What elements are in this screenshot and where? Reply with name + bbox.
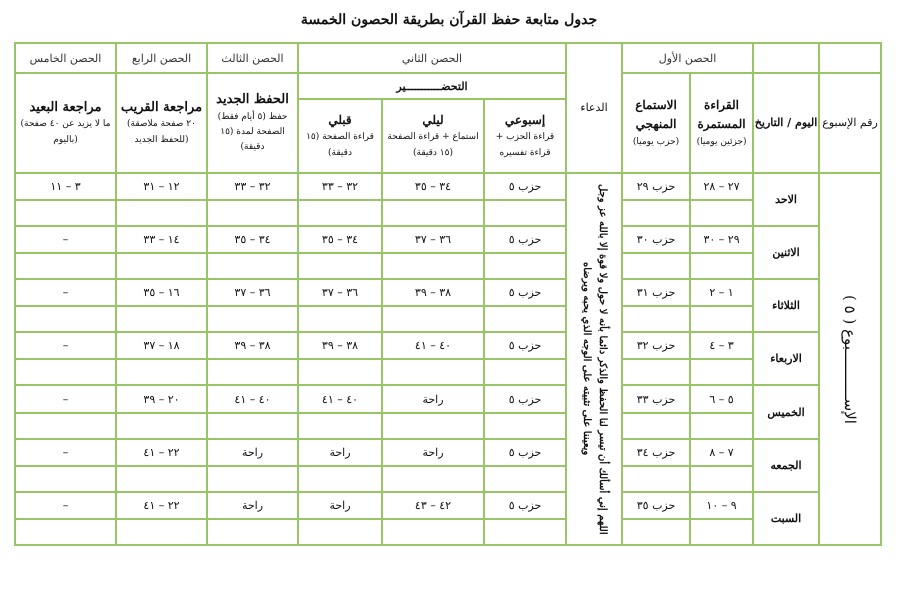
empty-entry-cell[interactable]: [298, 306, 382, 332]
empty-entry-cell[interactable]: [298, 253, 382, 279]
empty-entry-cell[interactable]: [116, 200, 207, 226]
reading-cell: ٢٩ – ٣٠: [690, 226, 753, 253]
empty-entry-cell[interactable]: [484, 306, 566, 332]
before-cell: ٣٦ – ٣٧: [298, 279, 382, 306]
nightly-cell: ٣٤ – ٣٥: [382, 173, 484, 200]
empty-entry-cell[interactable]: [15, 306, 116, 332]
empty-entry-cell[interactable]: [298, 466, 382, 492]
before-cell: ٤٠ – ٤١: [298, 385, 382, 412]
fortress-5-header: الحصن الخامس: [15, 43, 116, 73]
far-review-header: [15, 73, 116, 173]
nightly-cell: ٤٠ – ٤١: [382, 332, 484, 359]
empty-entry-cell[interactable]: [690, 359, 753, 385]
weekly-sub: قراءة الحزب + قراءة تفسيره: [495, 132, 555, 158]
listening-cell: حزب ٣١: [622, 279, 690, 306]
table-row: [15, 253, 881, 279]
near-review-header: [116, 73, 207, 173]
near-review-cell: ٢٠ – ٣٩: [116, 385, 207, 412]
empty-entry-cell[interactable]: [116, 413, 207, 439]
empty-entry-cell[interactable]: [382, 306, 484, 332]
weekly-header: [484, 99, 566, 173]
table-row: [15, 359, 881, 385]
new-memorization-cell: ٣٢ – ٣٣: [207, 173, 298, 200]
day-cell: الثلاثاء: [753, 279, 819, 332]
listening-cell: حزب ٢٩: [622, 173, 690, 200]
weekly-cell: حزب ٥: [484, 492, 566, 519]
near-review-cell: ١٨ – ٣٧: [116, 332, 207, 359]
before-cell: ٣٨ – ٣٩: [298, 332, 382, 359]
footer-partial-text: [0, 580, 898, 591]
dua-cell: [566, 173, 622, 545]
empty-entry-cell[interactable]: [116, 466, 207, 492]
reading-cell: ٧ – ٨: [690, 439, 753, 466]
before-header: [298, 99, 382, 173]
before-cell: راحة: [298, 439, 382, 466]
week-label: الإســـــــــــبوع ( ٥ ): [841, 294, 860, 424]
table-row: [15, 226, 881, 253]
empty-entry-cell[interactable]: [382, 253, 484, 279]
empty-entry-cell[interactable]: [207, 359, 298, 385]
dua-text: اللهم إني أسألك أن تيسر لنا الحفظ والذكر دائما بأنه لا حول ولا قوة إلا بالله عز وجل ويعيننا على تثبيته على الوجه الذي يحبه ويرضاه: [581, 183, 609, 535]
page-title: جدول متابعة حفظ القرآن بطريقة الحصون الخمسة: [300, 12, 598, 28]
before-cell: ٣٤ – ٣٥: [298, 226, 382, 253]
empty-entry-cell[interactable]: [622, 519, 690, 545]
table-row: [15, 279, 881, 306]
fortress-2-header: الحصن الثاني: [298, 43, 566, 73]
listening-title: الاستماع المنهجي: [635, 98, 677, 132]
tracking-table: [14, 42, 882, 546]
fortress-4-header: الحصن الرابع: [116, 43, 207, 73]
far-review-cell: –: [15, 492, 116, 519]
empty-entry-cell[interactable]: [298, 413, 382, 439]
listening-cell: حزب ٣٥: [622, 492, 690, 519]
new-memorization-cell: ٣٨ – ٣٩: [207, 332, 298, 359]
empty-entry-cell[interactable]: [484, 359, 566, 385]
table-row: [15, 466, 881, 492]
tahdir-header: التحضـــــــــــير: [298, 73, 566, 99]
before-cell: راحة: [298, 492, 382, 519]
empty-entry-cell[interactable]: [382, 466, 484, 492]
reading-cell: ٢٧ – ٢٨: [690, 173, 753, 200]
new-memorization-cell: راحة: [207, 492, 298, 519]
day-cell: الجمعه: [753, 439, 819, 492]
weekly-cell: حزب ٥: [484, 173, 566, 200]
empty-entry-cell[interactable]: [116, 519, 207, 545]
near-review-title: مراجعة القريب: [120, 99, 203, 115]
weekly-cell: حزب ٥: [484, 332, 566, 359]
empty-entry-cell[interactable]: [207, 253, 298, 279]
near-review-cell: ٢٢ – ٤١: [116, 492, 207, 519]
far-review-title: مراجعة البعيد: [29, 99, 102, 115]
empty-entry-cell[interactable]: [207, 306, 298, 332]
empty-entry-cell[interactable]: [15, 359, 116, 385]
before-title: قبلي: [328, 113, 352, 128]
empty-entry-cell[interactable]: [382, 359, 484, 385]
listening-header: [622, 73, 690, 173]
listening-cell: حزب ٣٢: [622, 332, 690, 359]
before-cell: ٣٢ – ٣٣: [298, 173, 382, 200]
empty-entry-cell[interactable]: [298, 519, 382, 545]
blank-cell: [753, 43, 819, 73]
empty-entry-cell[interactable]: [690, 466, 753, 492]
far-review-cell: –: [15, 279, 116, 306]
fortress-3-header: الحصن الثالث: [207, 43, 298, 73]
far-review-cell: –: [15, 332, 116, 359]
empty-entry-cell[interactable]: [116, 306, 207, 332]
near-review-cell: ١٤ – ٣٣: [116, 226, 207, 253]
listening-cell: حزب ٣٣: [622, 385, 690, 412]
table-row: [15, 519, 881, 545]
empty-entry-cell[interactable]: [207, 466, 298, 492]
listening-sub: (حزب يوميا): [632, 136, 680, 147]
nightly-cell: ٣٦ – ٣٧: [382, 226, 484, 253]
fortress-1-header: الحصن الأول: [622, 43, 753, 73]
empty-entry-cell[interactable]: [484, 519, 566, 545]
empty-entry-cell[interactable]: [484, 200, 566, 226]
empty-entry-cell[interactable]: [690, 306, 753, 332]
empty-entry-cell[interactable]: [484, 413, 566, 439]
new-memorization-sub: (٥ أيام فقط) حفظ الصفحة لمدة (١٥ دقيقة): [217, 111, 288, 153]
blank-cell: [819, 43, 881, 73]
listening-cell: حزب ٣٤: [622, 439, 690, 466]
table-row: [15, 200, 881, 226]
empty-entry-cell[interactable]: [207, 413, 298, 439]
table-row: [15, 413, 881, 439]
empty-entry-cell[interactable]: [622, 253, 690, 279]
empty-entry-cell[interactable]: [382, 200, 484, 226]
new-memorization-cell: ٣٤ – ٣٥: [207, 226, 298, 253]
empty-entry-cell[interactable]: [15, 253, 116, 279]
empty-entry-cell[interactable]: [690, 519, 753, 545]
empty-entry-cell[interactable]: [690, 413, 753, 439]
empty-entry-cell[interactable]: [298, 359, 382, 385]
day-cell: الخميس: [753, 385, 819, 438]
empty-entry-cell[interactable]: [15, 413, 116, 439]
reading-cell: ١ – ٢: [690, 279, 753, 306]
week-cell: [819, 173, 881, 545]
empty-entry-cell[interactable]: [622, 359, 690, 385]
empty-entry-cell[interactable]: [116, 359, 207, 385]
empty-entry-cell[interactable]: [382, 413, 484, 439]
nightly-cell: ٤٢ – ٤٣: [382, 492, 484, 519]
new-memorization-cell: ٤٠ – ٤١: [207, 385, 298, 412]
empty-entry-cell[interactable]: [298, 200, 382, 226]
empty-entry-cell[interactable]: [207, 200, 298, 226]
reading-cell: ٩ – ١٠: [690, 492, 753, 519]
day-date-header: اليوم / التاريخ: [753, 73, 819, 173]
near-review-cell: ١٢ – ٣١: [116, 173, 207, 200]
nightly-header: [382, 99, 484, 173]
table-row: [15, 173, 881, 200]
nightly-sub: استماع + قراءة الصفحة (١٥ دقيقة): [387, 132, 479, 158]
table-row: [15, 385, 881, 412]
table-row: [15, 306, 881, 332]
day-cell: السبت: [753, 492, 819, 545]
empty-entry-cell[interactable]: [15, 519, 116, 545]
dua-header: الدعاء: [566, 43, 622, 173]
empty-entry-cell[interactable]: [622, 466, 690, 492]
far-review-sub: (ما لا يزيد عن ٤٠ صفحة باليوم): [20, 119, 111, 145]
reading-cell: ٣ – ٤: [690, 332, 753, 359]
empty-entry-cell[interactable]: [484, 253, 566, 279]
before-sub: قراءة الصفحة (١٥ دقيقة): [306, 132, 374, 158]
weekly-cell: حزب ٥: [484, 226, 566, 253]
table-row: [15, 332, 881, 359]
new-memorization-cell: ٣٦ – ٣٧: [207, 279, 298, 306]
far-review-cell: ٣ – ١١: [15, 173, 116, 200]
far-review-cell: –: [15, 439, 116, 466]
day-cell: الاحد: [753, 173, 819, 226]
empty-entry-cell[interactable]: [116, 253, 207, 279]
empty-entry-cell[interactable]: [622, 200, 690, 226]
weekly-cell: حزب ٥: [484, 279, 566, 306]
nightly-cell: ٣٨ – ٣٩: [382, 279, 484, 306]
empty-entry-cell[interactable]: [207, 519, 298, 545]
nightly-cell: راحة: [382, 439, 484, 466]
continuous-reading-sub: (جزئين يوميا): [696, 136, 747, 147]
new-memorization-title: الحفظ الجديد: [216, 92, 289, 108]
weekly-cell: حزب ٥: [484, 385, 566, 412]
empty-entry-cell[interactable]: [690, 253, 753, 279]
table-row: [15, 492, 881, 519]
empty-entry-cell[interactable]: [690, 200, 753, 226]
table-row: [15, 439, 881, 466]
day-cell: الاثنين: [753, 226, 819, 279]
nightly-title: ليلي: [422, 113, 444, 128]
empty-entry-cell[interactable]: [622, 413, 690, 439]
empty-entry-cell[interactable]: [15, 466, 116, 492]
nightly-cell: راحة: [382, 385, 484, 412]
new-memorization-header: [207, 73, 298, 173]
continuous-reading-title: القراءة المستمرة: [697, 98, 746, 132]
far-review-cell: –: [15, 226, 116, 253]
empty-entry-cell[interactable]: [15, 200, 116, 226]
new-memorization-cell: راحة: [207, 439, 298, 466]
empty-entry-cell[interactable]: [622, 306, 690, 332]
weekly-title: إسبوعي: [504, 113, 546, 128]
near-review-cell: ٢٢ – ٤١: [116, 439, 207, 466]
empty-entry-cell[interactable]: [484, 466, 566, 492]
far-review-cell: –: [15, 385, 116, 412]
week-number-header: رقم الإسبوع: [819, 73, 881, 173]
weekly-cell: حزب ٥: [484, 439, 566, 466]
day-cell: الاربعاء: [753, 332, 819, 385]
reading-cell: ٥ – ٦: [690, 385, 753, 412]
continuous-reading-header: [690, 73, 753, 173]
empty-entry-cell[interactable]: [382, 519, 484, 545]
listening-cell: حزب ٣٠: [622, 226, 690, 253]
near-review-sub: (٢٠ صفحة ملاصقة للحفظ الجديد): [127, 119, 196, 145]
near-review-cell: ١٦ – ٣٥: [116, 279, 207, 306]
